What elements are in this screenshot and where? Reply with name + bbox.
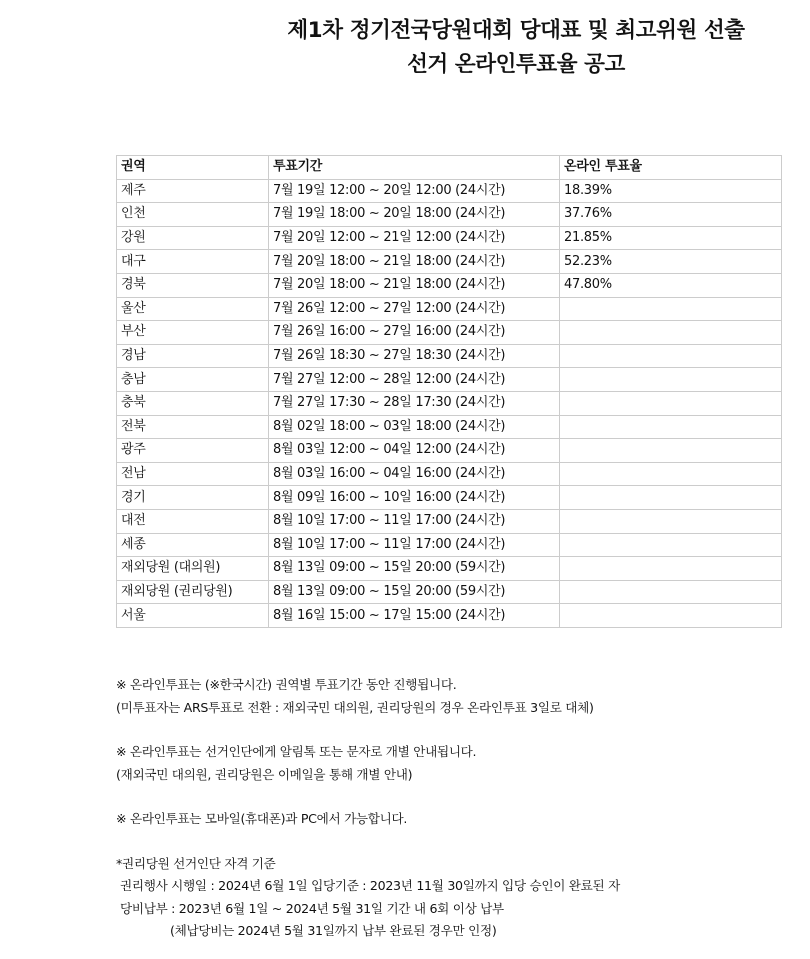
- table-row: [117, 462, 782, 486]
- cell-region: 강원: [117, 226, 269, 250]
- criteria-dues-payment: 당비납부 : 2023년 6월 1일 ~ 2024년 5월 31일 기간 내 6회 이상 납부: [120, 900, 504, 916]
- cell-region: 충남: [117, 368, 269, 392]
- table-row: [117, 250, 782, 274]
- cell-rate: [560, 415, 782, 439]
- cell-rate: 37.76%: [560, 203, 782, 227]
- cell-period: 8월 13일 09:00 ~ 15일 20:00 (59시간): [269, 557, 560, 581]
- cell-period: 8월 03일 16:00 ~ 04일 16:00 (24시간): [269, 462, 560, 486]
- table-row: [117, 226, 782, 250]
- vote-rate-table: [116, 155, 782, 628]
- note-devices: ※ 온라인투표는 모바일(휴대폰)과 PC에서 가능합니다.: [116, 811, 408, 826]
- cell-rate: [560, 557, 782, 581]
- cell-rate: [560, 604, 782, 628]
- cell-rate: [560, 321, 782, 345]
- cell-region: 대구: [117, 250, 269, 274]
- title-line-1: 제1차 정기전국당원대회 당대표 및 최고위원 선출: [287, 18, 745, 43]
- notes: [116, 674, 796, 943]
- criteria-title: *권리당원 선거인단 자격 기준: [116, 855, 276, 871]
- cell-period: 7월 26일 12:00 ~ 27일 12:00 (24시간): [269, 297, 560, 321]
- cell-period: 7월 20일 18:00 ~ 21일 18:00 (24시간): [269, 250, 560, 274]
- criteria-eligibility: 권리행사 시행일 : 2024년 6월 1일 입당기준 : 2023년 11월 30일까지 입당 승인이 완료된 자: [120, 878, 620, 893]
- table-row: [117, 321, 782, 345]
- table-header-row: [117, 156, 782, 180]
- table-row: [117, 486, 782, 510]
- cell-rate: [560, 297, 782, 321]
- cell-rate: [560, 391, 782, 415]
- cell-period: 8월 13일 09:00 ~ 15일 20:00 (59시간): [269, 580, 560, 604]
- cell-period: 8월 16일 15:00 ~ 17일 15:00 (24시간): [269, 604, 560, 628]
- table-row: [117, 344, 782, 368]
- cell-period: 7월 26일 18:30 ~ 27일 18:30 (24시간): [269, 344, 560, 368]
- page-title: [246, 14, 786, 82]
- cell-rate: [560, 486, 782, 510]
- cell-rate: 47.80%: [560, 273, 782, 297]
- table-row: [117, 273, 782, 297]
- note-notification: ※ 온라인투표는 선거인단에게 알림톡 또는 문자로 개별 안내됩니다.: [116, 744, 477, 759]
- header-rate: 온라인 투표율: [560, 156, 782, 180]
- cell-rate: [560, 368, 782, 392]
- cell-region: 전북: [117, 415, 269, 439]
- table-row: [117, 557, 782, 581]
- cell-rate: [560, 462, 782, 486]
- note-ars-conversion: (미투표자는 ARS투표로 전환 : 재외국민 대의원, 권리당원의 경우 온라인투표 3일로 대체): [116, 699, 594, 715]
- cell-rate: [560, 509, 782, 533]
- cell-region: 인천: [117, 203, 269, 227]
- cell-region: 재외당원 (대의원): [117, 557, 269, 581]
- header-period: 투표기간: [269, 156, 560, 180]
- cell-period: 7월 27일 17:30 ~ 28일 17:30 (24시간): [269, 391, 560, 415]
- table-row: [117, 297, 782, 321]
- cell-rate: 18.39%: [560, 179, 782, 203]
- cell-region: 재외당원 (권리당원): [117, 580, 269, 604]
- cell-region: 부산: [117, 321, 269, 345]
- cell-period: 8월 10일 17:00 ~ 11일 17:00 (24시간): [269, 509, 560, 533]
- note-email-guidance: (재외국민 대의원, 권리당원은 이메일을 통해 개별 안내): [116, 766, 413, 782]
- cell-region: 서울: [117, 604, 269, 628]
- cell-period: 7월 19일 18:00 ~ 20일 18:00 (24시간): [269, 203, 560, 227]
- cell-period: 7월 26일 16:00 ~ 27일 16:00 (24시간): [269, 321, 560, 345]
- table-row: [117, 533, 782, 557]
- cell-region: 광주: [117, 439, 269, 463]
- table-row: [117, 391, 782, 415]
- header-region: 권역: [117, 156, 269, 180]
- cell-rate: [560, 344, 782, 368]
- cell-rate: [560, 439, 782, 463]
- note-online-period: ※ 온라인투표는 (※한국시간) 권역별 투표기간 동안 진행됩니다.: [116, 677, 457, 692]
- cell-region: 제주: [117, 179, 269, 203]
- table-row: [117, 179, 782, 203]
- table-row: [117, 509, 782, 533]
- table-row: [117, 415, 782, 439]
- table-row: [117, 203, 782, 227]
- cell-period: 7월 19일 12:00 ~ 20일 12:00 (24시간): [269, 179, 560, 203]
- criteria-arrears: (체납당비는 2024년 5월 31일까지 납부 완료된 경우만 인정): [170, 923, 497, 938]
- cell-period: 8월 10일 17:00 ~ 11일 17:00 (24시간): [269, 533, 560, 557]
- cell-rate: [560, 533, 782, 557]
- cell-region: 울산: [117, 297, 269, 321]
- cell-region: 대전: [117, 509, 269, 533]
- table-row: [117, 604, 782, 628]
- cell-period: 7월 27일 12:00 ~ 28일 12:00 (24시간): [269, 368, 560, 392]
- table-body: [117, 179, 782, 627]
- cell-period: 7월 20일 12:00 ~ 21일 12:00 (24시간): [269, 226, 560, 250]
- title-line-2: 선거 온라인투표율 공고: [407, 52, 625, 77]
- cell-region: 전남: [117, 462, 269, 486]
- table-row: [117, 439, 782, 463]
- cell-region: 세종: [117, 533, 269, 557]
- cell-period: 8월 09일 16:00 ~ 10일 16:00 (24시간): [269, 486, 560, 510]
- table-row: [117, 368, 782, 392]
- cell-rate: 21.85%: [560, 226, 782, 250]
- table-row: [117, 580, 782, 604]
- cell-region: 경북: [117, 273, 269, 297]
- cell-rate: 52.23%: [560, 250, 782, 274]
- cell-period: 8월 03일 12:00 ~ 04일 12:00 (24시간): [269, 439, 560, 463]
- cell-region: 경기: [117, 486, 269, 510]
- cell-rate: [560, 580, 782, 604]
- cell-region: 경남: [117, 344, 269, 368]
- cell-period: 7월 20일 18:00 ~ 21일 18:00 (24시간): [269, 273, 560, 297]
- cell-region: 충북: [117, 391, 269, 415]
- cell-period: 8월 02일 18:00 ~ 03일 18:00 (24시간): [269, 415, 560, 439]
